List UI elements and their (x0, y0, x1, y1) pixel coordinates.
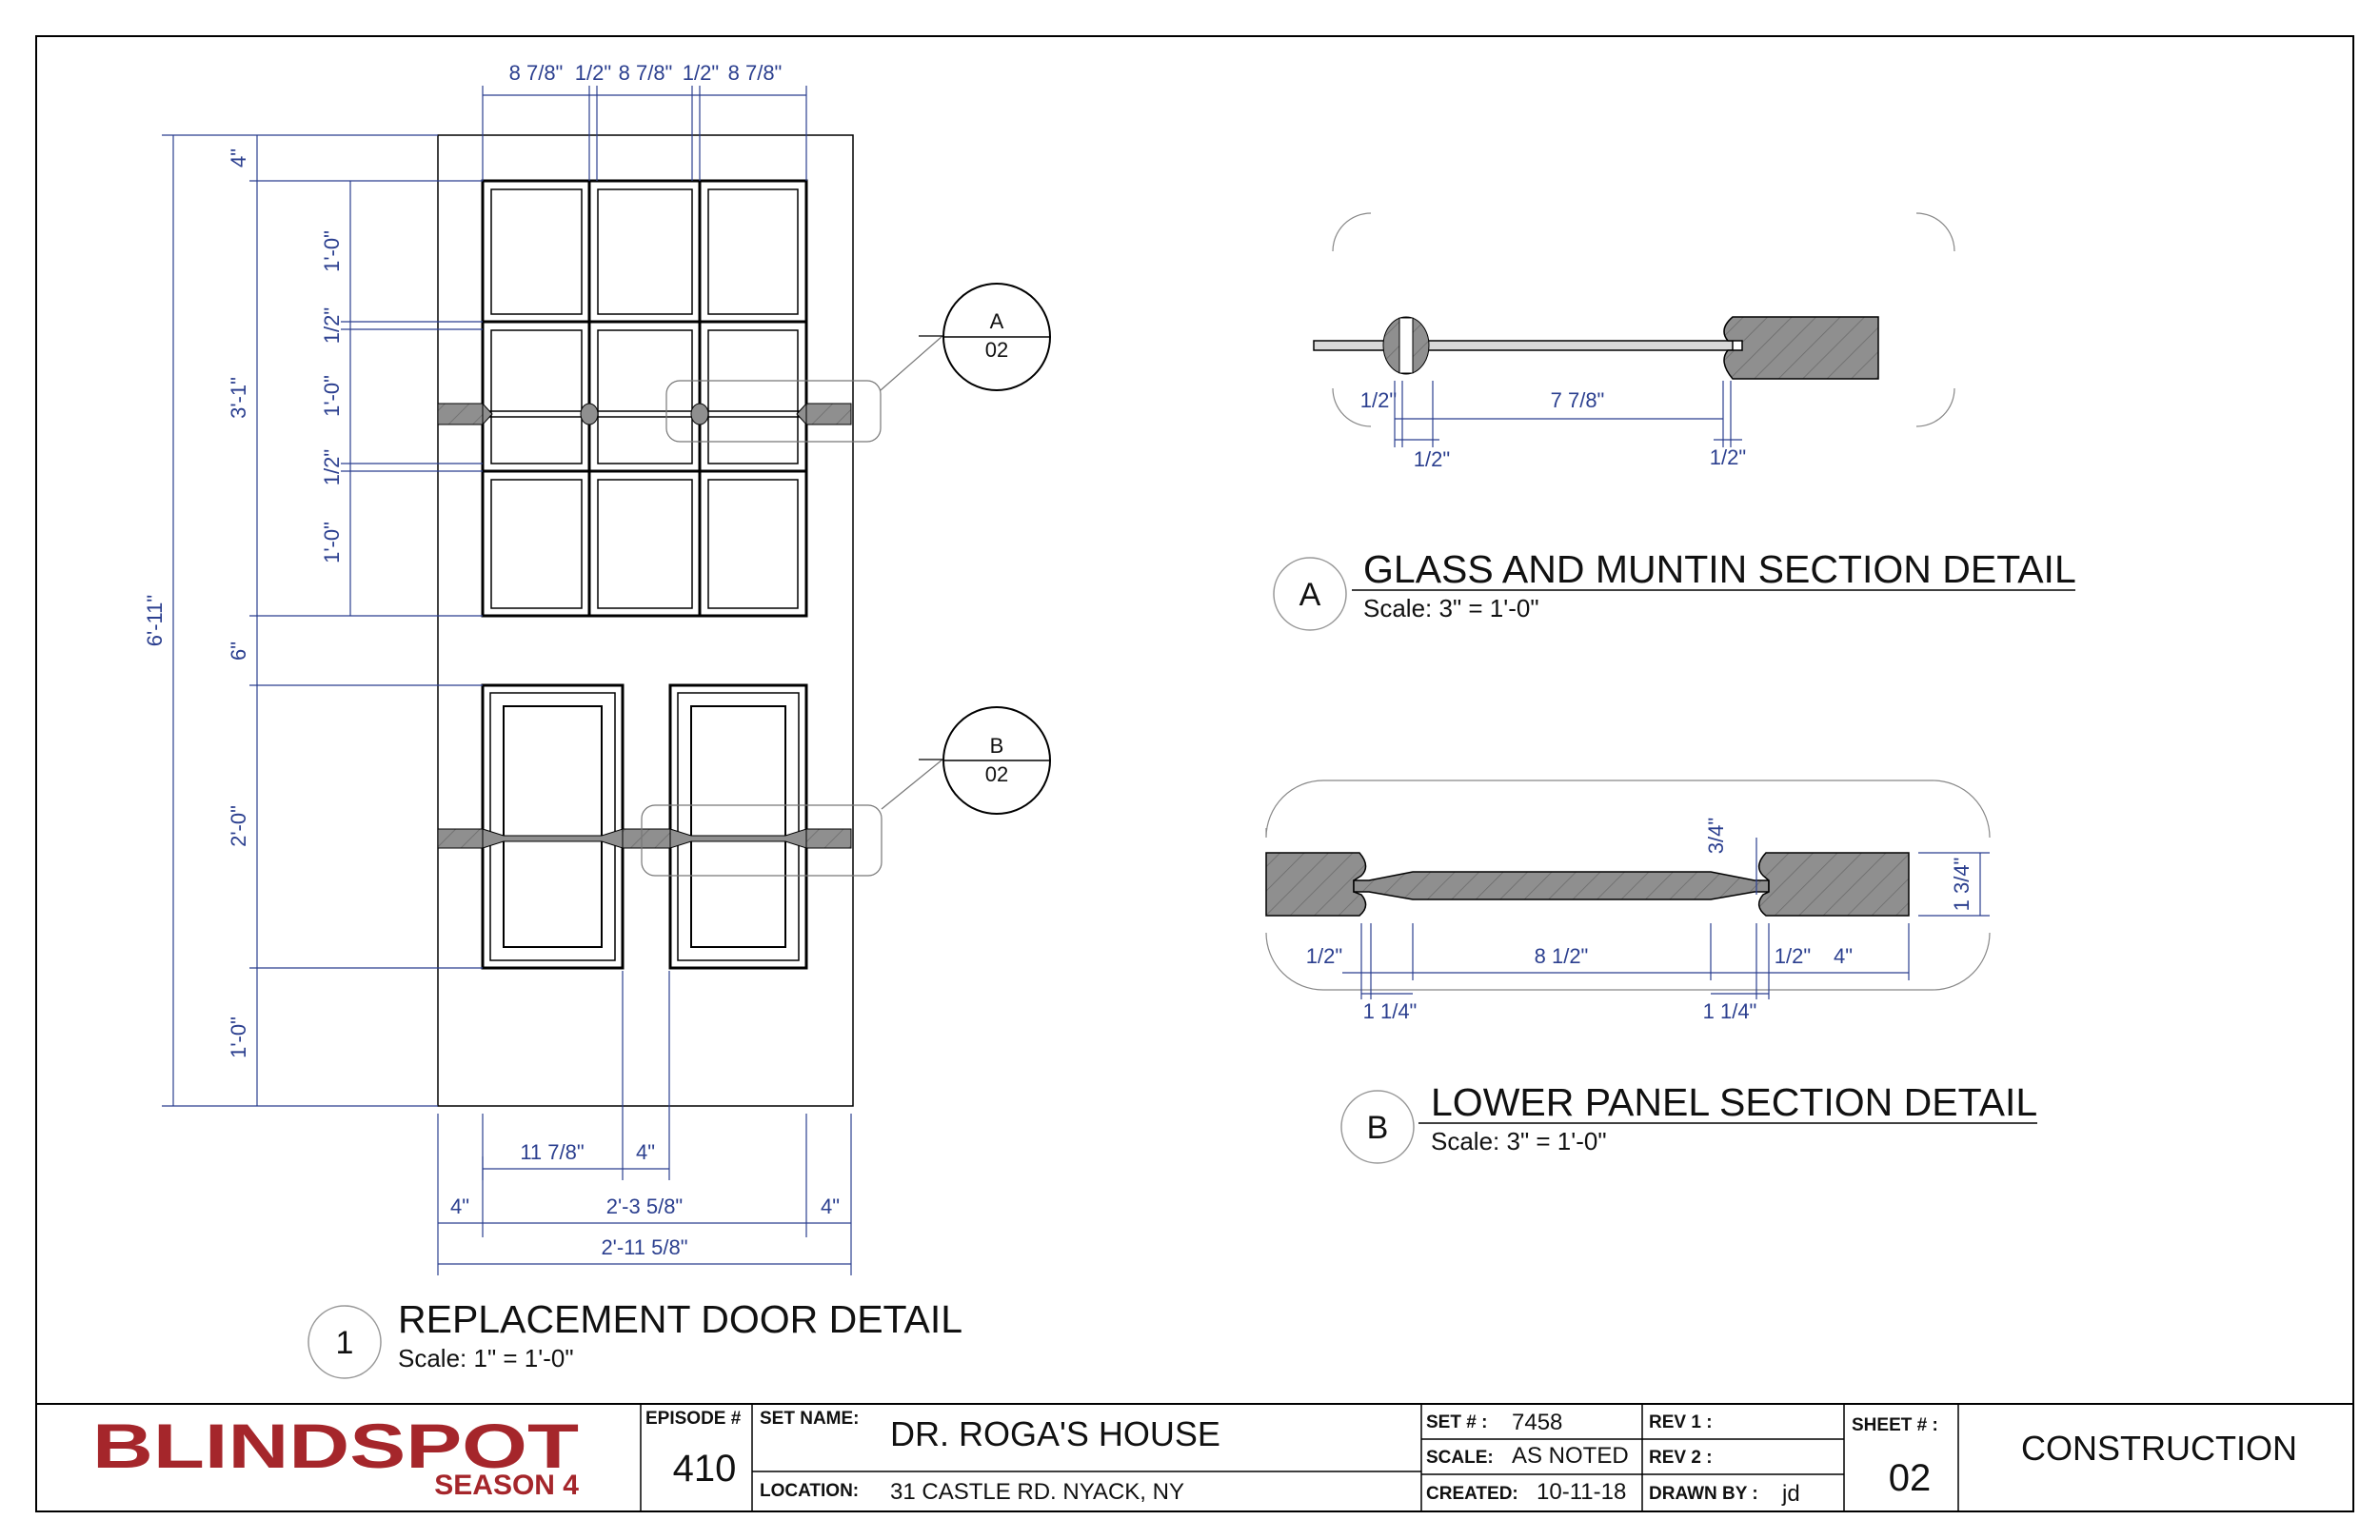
door-dimension-lines (162, 86, 851, 1275)
dim-bottom-rail: 1'-0" (227, 1017, 250, 1058)
dim-panel-height: 2'-0" (227, 805, 250, 847)
sheet-border (36, 36, 2353, 1511)
glass-section-cut (438, 404, 851, 424)
detail-b-dim-8: 1 3/4" (1950, 857, 1973, 912)
episode-label: EPISODE # (645, 1409, 742, 1429)
detail-a-dim-3: 1/2" (1413, 447, 1451, 471)
detail-b-dim-6: 1 1/4" (1702, 999, 1757, 1023)
drawn-by-label: DRAWN BY : (1649, 1484, 1758, 1504)
callout-bubble-b (943, 707, 1050, 814)
set-name-label: SET NAME: (760, 1409, 860, 1429)
main-detail-title (308, 1297, 962, 1378)
dim-mid-rail: 6" (227, 641, 250, 661)
dim-top-a: 8 7/8" (508, 61, 564, 85)
detail-a-dim-1: 1/2" (1359, 388, 1398, 412)
rev1-label: REV 1 : (1649, 1412, 1713, 1432)
detail-b-letter: B (1366, 1110, 1389, 1146)
main-detail-scale: Scale: 1" = 1'-0" (398, 1344, 574, 1372)
main-detail-number: 1 (335, 1325, 354, 1361)
set-number-value: 7458 (1512, 1410, 1563, 1435)
dim-mullion-1: 1/2" (320, 306, 344, 345)
dim-overall-width: 2'-11 5/8" (601, 1235, 688, 1259)
panel-section-cut (438, 829, 851, 848)
sheet-label: SHEET # : (1852, 1415, 1938, 1435)
drawn-by-value: jd (1782, 1481, 1800, 1507)
callout-a-sheet: 02 (984, 338, 1009, 362)
detail-b-dim-2: 8 1/2" (1534, 944, 1589, 968)
dim-mullion-2: 1/2" (320, 448, 344, 486)
dim-panel-width: 11 7/8" (520, 1140, 585, 1164)
dim-left-stile: 4" (449, 1194, 470, 1218)
detail-b-dim-4: 4" (1833, 944, 1854, 968)
callout-a-letter: A (989, 309, 1004, 333)
dim-top-b: 1/2" (574, 61, 612, 85)
scale-label: SCALE: (1426, 1448, 1494, 1468)
logo-main: BLINDSPOT (92, 1411, 579, 1481)
detail-b-dim-5: 1 1/4" (1362, 999, 1418, 1023)
dim-lite-1: 1'-0" (320, 230, 344, 272)
dim-overall-height: 6'-11" (143, 594, 167, 647)
detail-b-scale: Scale: 3" = 1'-0" (1431, 1127, 1607, 1155)
location-value: 31 CASTLE RD. NYACK, NY (890, 1479, 1184, 1505)
title-block (36, 1404, 2353, 1511)
glass-frame (483, 181, 806, 616)
dim-inner-width: 2'-3 5/8" (605, 1194, 684, 1218)
created-label: CREATED: (1426, 1484, 1518, 1504)
dim-top-c: 8 7/8" (618, 61, 673, 85)
dim-lite-2: 1'-0" (320, 375, 344, 417)
detail-b-dim-1: 1/2" (1305, 944, 1343, 968)
location-label: LOCATION: (760, 1481, 860, 1501)
sheet-value: 02 (1888, 1457, 1932, 1499)
detail-a-scale: Scale: 3" = 1'-0" (1363, 594, 1539, 622)
detail-a-letter: A (1299, 577, 1321, 613)
set-number-label: SET # : (1426, 1412, 1488, 1432)
detail-a-title-text: GLASS AND MUNTIN SECTION DETAIL (1363, 547, 2076, 591)
sheet-title: CONSTRUCTION (2021, 1429, 2297, 1468)
detail-a-dim-4: 1/2" (1709, 445, 1747, 469)
main-detail-title-text: REPLACEMENT DOOR DETAIL (398, 1297, 963, 1341)
detail-a-title (1274, 547, 2076, 630)
detail-b-title-text: LOWER PANEL SECTION DETAIL (1431, 1080, 2038, 1124)
dim-top-rail: 4" (227, 148, 250, 168)
callout-b-letter: B (989, 734, 1004, 758)
detail-b-drawing (1266, 780, 1990, 1023)
dim-center-stile: 4" (635, 1140, 656, 1164)
set-name-value: DR. ROGA'S HOUSE (890, 1414, 1220, 1453)
dim-top-d: 1/2" (682, 61, 720, 85)
callout-bubble-a (943, 284, 1050, 390)
detail-a-drawing (1314, 213, 1954, 471)
dim-top-e: 8 7/8" (727, 61, 783, 85)
dim-glass-height: 3'-1" (227, 377, 250, 419)
detail-b-dim-7: 3/4" (1704, 817, 1728, 855)
dim-lite-3: 1'-0" (320, 522, 344, 563)
created-value: 10-11-18 (1537, 1479, 1627, 1505)
callout-b-sheet: 02 (984, 762, 1009, 786)
detail-b-dim-3: 1/2" (1774, 944, 1812, 968)
rev2-label: REV 2 : (1649, 1448, 1713, 1468)
logo-sub: SEASON 4 (434, 1470, 579, 1501)
scale-value: AS NOTED (1512, 1443, 1629, 1469)
dim-right-stile: 4" (820, 1194, 841, 1218)
episode-value: 410 (672, 1448, 737, 1490)
detail-a-dim-2: 7 7/8" (1550, 388, 1605, 412)
door-elevation (438, 135, 853, 1106)
detail-b-title (1341, 1080, 2037, 1163)
